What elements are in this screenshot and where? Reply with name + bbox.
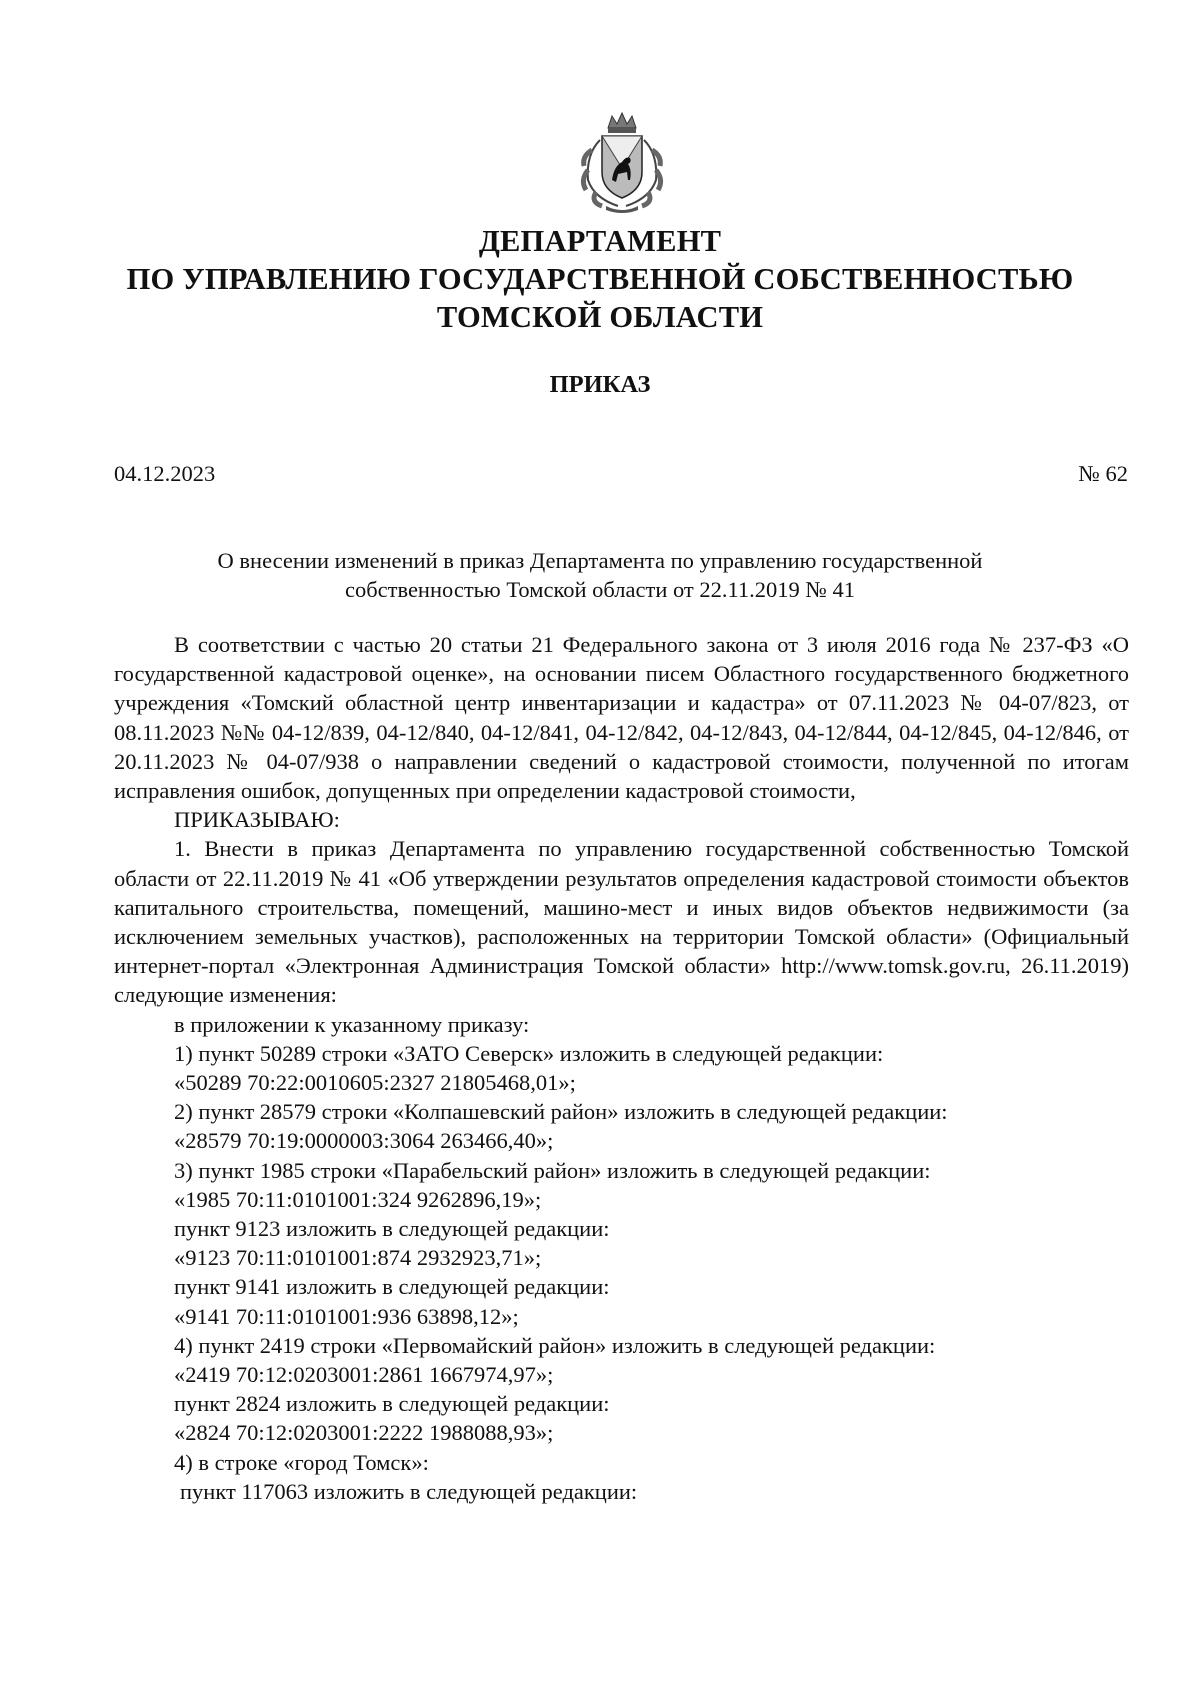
header-line-2: ПО УПРАВЛЕНИЮ ГОСУДАРСТВЕННОЙ СОБСТВЕННОСТЬЮ xyxy=(126,262,1074,296)
change-line: «2419 70:12:0203001:2861 1667974,97»; xyxy=(174,1362,554,1388)
change-line: пункт 9123 изложить в следующей редакции: xyxy=(174,1216,610,1242)
item-1-paragraph: 1. Внести в приказ Департамента по управлению государственной собственностью Томской области от 22.11.2019 № 41 «Об утверждении результатов определения кадастровой стоимости объектов капитального строительства, помещений, машино-мест и иных видов объектов недвижимости (за исключением земельных участков), расположенных на территории Томской области» (Официальный интернет-портал «Электронная Администрация Томской области» http://www.tomsk.gov.ru, 26.11.2019) следующие изменения: xyxy=(114,836,1129,1008)
document-body xyxy=(114,630,1129,1506)
document-date: 04.12.2023 xyxy=(114,461,216,486)
header-line-1: ДЕПАРТАМЕНТ xyxy=(478,224,722,258)
subject-line-1: О внесении изменений в приказ Департамента по управлению государственной xyxy=(217,548,983,573)
last-line: пункт 117063 изложить в следующей редакции: xyxy=(180,1478,638,1504)
change-line: «9141 70:11:0101001:936 63898,12»; xyxy=(174,1303,519,1329)
change-line: «2824 70:12:0203001:2222 1988088,93»; xyxy=(174,1420,554,1446)
header-line-3: ТОМСКОЙ ОБЛАСТИ xyxy=(436,300,764,334)
change-line: пункт 9141 изложить в следующей редакции: xyxy=(174,1274,610,1300)
department-header xyxy=(0,222,1200,336)
coat-of-arms-emblem xyxy=(572,110,672,216)
change-line: 4) пункт 2419 строки «Первомайский район» изложить в следующей редакции: xyxy=(174,1332,936,1358)
preamble-paragraph: В соответствии с частью 20 статьи 21 Федерального закона от 3 июля 2016 года № 237-ФЗ «О государственной кадастровой оценке», на основании писем Областного государственного бюджетного учреждения «Томский областной центр инвентаризации и кадастра» от 07.11.2023 № 04-07/823, от 08.11.2023 №№ 04-12/839, 04-12/840, 04-12/841, 04-12/842, 04-12/843, 04-12/844, 04-12/845, 04-12/846, от 20.11.2023 № 04-07/938 о направлении сведений о кадастровой стоимости, полученной по итогам исправления ошибок, допущенных при определении кадастровой стоимости, xyxy=(114,632,1129,804)
change-line: 2) пункт 28579 строки «Колпашевский район» изложить в следующей редакции: xyxy=(174,1099,948,1125)
order-word: ПРИКАЗЫВАЮ: xyxy=(174,807,340,833)
change-line: 3) пункт 1985 строки «Парабельский район» изложить в следующей редакции: xyxy=(174,1157,931,1183)
change-line: в приложении к указанному приказу: xyxy=(174,1011,530,1037)
document-number: № 62 xyxy=(1078,461,1128,486)
document-type: ПРИКАЗ xyxy=(549,371,651,398)
change-line: 1) пункт 50289 строки «ЗАТО Северск» изложить в следующей редакции: xyxy=(174,1040,884,1066)
change-line: 4) в строке «город Томск»: xyxy=(174,1449,429,1475)
change-line: пункт 2824 изложить в следующей редакции: xyxy=(174,1391,610,1417)
change-line: «50289 70:22:0010605:2327 21805468,01»; xyxy=(174,1070,576,1096)
subject-line-2: собственностью Томской области от 22.11.2019 № 41 xyxy=(344,577,856,602)
change-line: «28579 70:19:0000003:3064 263466,40»; xyxy=(174,1128,554,1154)
change-line: «1985 70:11:0101001:324 9262896,19»; xyxy=(174,1186,542,1212)
document-subject xyxy=(100,546,1100,604)
tomsk-oblast-coat-of-arms-icon xyxy=(572,110,672,216)
change-line: «9123 70:11:0101001:874 2932923,71»; xyxy=(174,1245,542,1271)
